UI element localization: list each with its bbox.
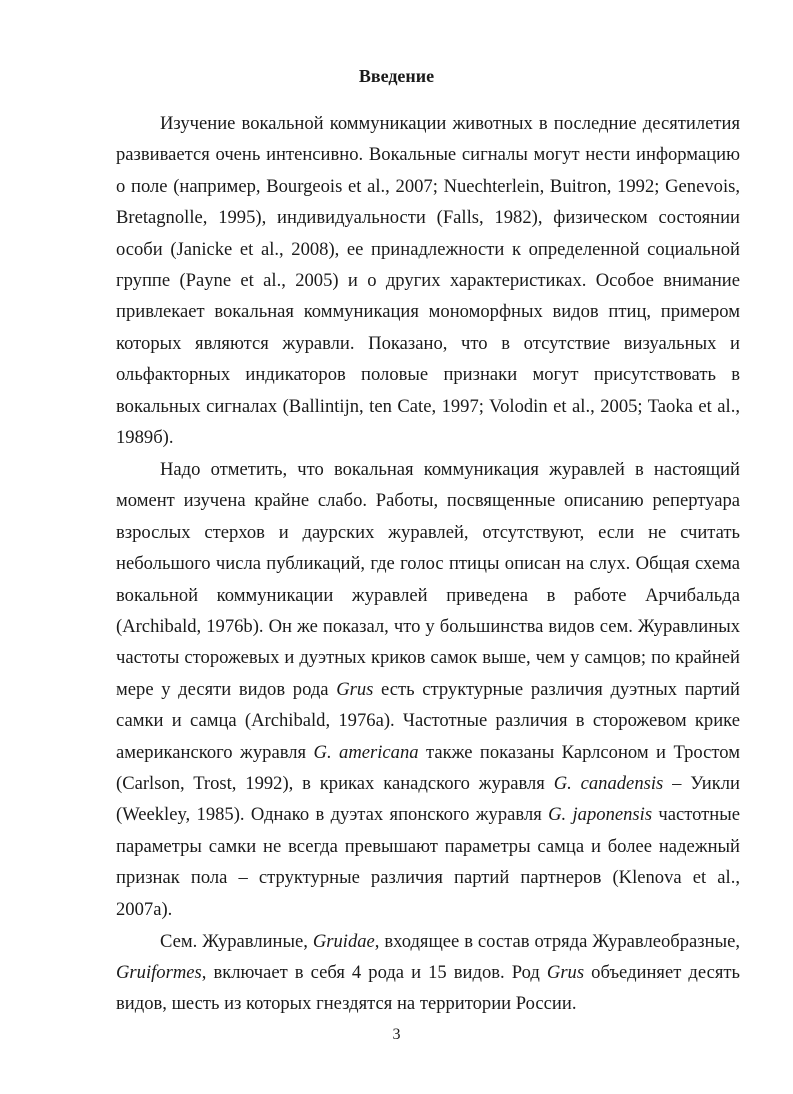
- text-run: объединяет десять видов, шесть из которых гнездятся на территории России.: [116, 961, 740, 1015]
- paragraph-2: [116, 454, 740, 925]
- page-title: Введение: [358, 66, 435, 86]
- text-run: Изучение вокальной коммуникации животных в последние десятилетия развивается очень интенсивно. Вокальные сигналы могут нести информацию о поле (например, Bourgeois et al., 2007; Nuechterlein, Buitron, 1992; Genevois, Bretagnolle, 1995), индивидуальности (Falls, 1982), физическом состоянии особи (Janicke et al., 2008), ее принадлежности к определенной социальной группе (Payne et al., 2005) и о других характеристиках. Особое внимание привлекает вокальная коммуникация мономорфных видов птиц, примером которых являются журавли. Показано, что в отсутствие визуальных и ольфакторных индикаторов половые признаки могут присутствовать в вокальных сигналах (Ballintijn, ten Cate, 1997; Volodin et al., 2005; Taoka et al., 1989б).: [116, 113, 740, 449]
- taxon-name: Gruidae: [312, 930, 375, 952]
- text-run: есть структурные различия дуэтных партий самки и самца (Archibald, 1976а). Частотные различия в сторожевом крике американского журавля: [116, 678, 740, 763]
- species-name: G. japonensis: [548, 804, 653, 826]
- text-run: , включает в себя 4 рода и 15 видов. Род: [201, 961, 547, 983]
- body-text: [116, 108, 740, 1020]
- paragraph-3: [116, 926, 740, 1020]
- species-name: Grus: [336, 678, 374, 700]
- taxon-name: Gruiformes: [116, 961, 202, 983]
- page-number: 3: [392, 1026, 401, 1043]
- paragraph-1: [116, 108, 740, 453]
- text-run: Сем. Журавлиные,: [160, 930, 313, 952]
- text-run: частотные параметры самки не всегда превышают параметры самца и более надежный признак пола – структурные различия партий партнеров (Klenova et al., 2007а).: [116, 804, 741, 920]
- text-run: также показаны Карлсоном и Тростом (Carlson, Trost, 1992), в криках канадского журавля: [116, 741, 740, 795]
- taxon-name: Grus: [546, 961, 585, 983]
- text-run: , входящее в состав отряда Журавлеобразные,: [374, 930, 740, 952]
- species-name: G. canadensis: [553, 773, 664, 795]
- species-name: G. americana: [313, 741, 419, 763]
- text-run: – Уикли (Weekley, 1985). Однако в дуэтах японского журавля: [116, 773, 740, 826]
- text-run: Надо отметить, что вокальная коммуникация журавлей в настоящий момент изучена крайне слабо. Работы, посвященные описанию репертуара взрослых стерхов и даурских журавлей, отсутствуют, если не считать небольшого числа публикаций, где голос птицы описан на слух. Общая схема вокальной коммуникации журавлей приведена в работе Арчибальда (Archibald, 1976b). Он же показал, что у большинства видов сем. Журавлиных частоты сторожевых и дуэтных криков самок выше, чем у самцов; по крайней мере у десяти видов рода: [116, 458, 740, 700]
